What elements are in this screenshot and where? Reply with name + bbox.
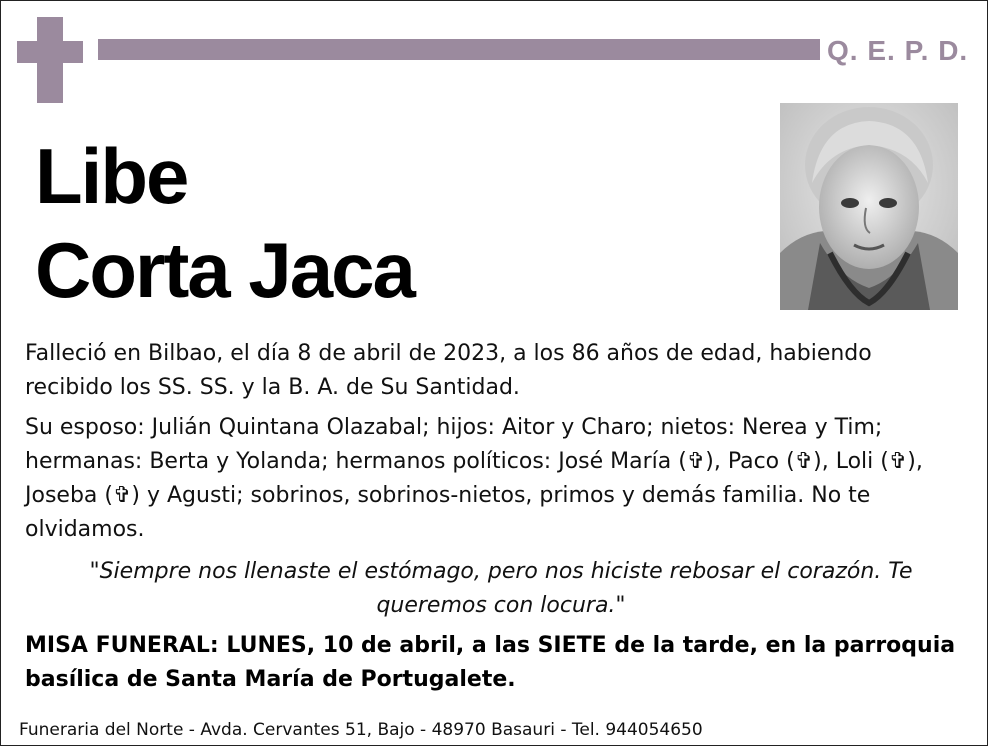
portrait-photo-icon <box>780 103 958 310</box>
cross-icon <box>17 17 83 103</box>
family-paragraph: Su esposo: Julián Quintana Olazabal; hijos: Aitor y Charo; nietos: Nerea y Tim; hermanas: Berta y Yolanda; hermanos políticos: José María (✞), Paco (✞), Loli (✞), Joseba (✞) y Agusti; sobrinos, sobrinos-nietos, primos y demás familia. No te olvidamos. <box>25 415 923 542</box>
death-notice-paragraph: Falleció en Bilbao, el día 8 de abril de 2023, a los 86 años de edad, habiendo recibido los SS. SS. y la B. A. de Su Santidad. <box>25 341 872 400</box>
deceased-surnames: Corta Jaca <box>35 226 414 314</box>
portrait-photo <box>780 103 958 310</box>
header-bar <box>98 39 820 60</box>
funeral-home-footer: Funeraria del Norte - Avda. Cervantes 51, Bajo - 48970 Basauri - Tel. 944054650 <box>19 720 703 740</box>
funeral-mass-announcement: MISA FUNERAL: LUNES, 10 de abril, a las SIETE de la tarde, en la parroquia basílica de Santa María de Portugalete. <box>25 633 956 692</box>
deceased-first-name: Libe <box>35 132 188 220</box>
qepd-label: Q. E. P. D. <box>827 35 969 66</box>
memorial-quote: "Siempre nos llenaste el estómago, pero nos hiciste rebosar el corazón. Te queremos con locura." <box>89 559 913 618</box>
